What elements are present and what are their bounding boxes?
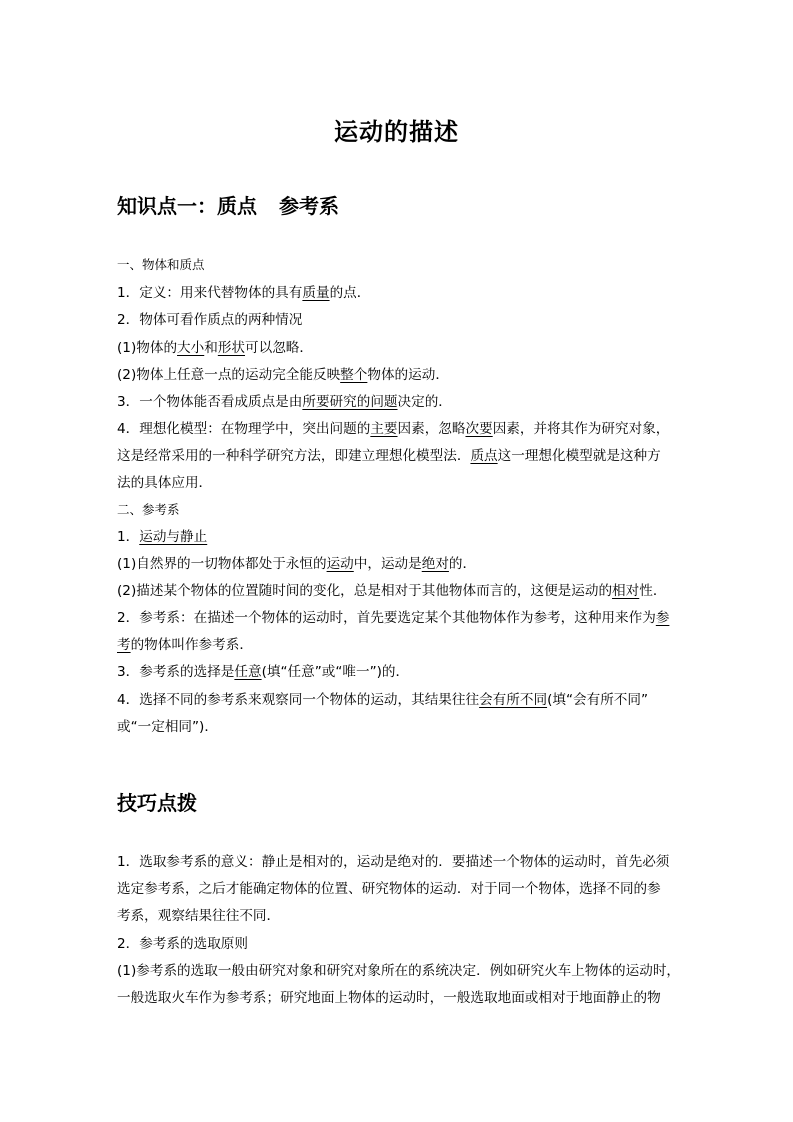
text-line: 一、物体和质点: [117, 257, 205, 272]
text-line: 法的具体应用．: [117, 475, 213, 491]
fill-answer: 所要研究的问题: [302, 394, 398, 410]
fill-answer: 会有所不同: [479, 692, 548, 708]
fill-answer: 整个: [340, 367, 368, 383]
text-line: 3．参考系的选择是任意(填“任意”或“唯一”)的．: [117, 664, 410, 680]
section-heading-knowledge-point-1: [117, 191, 339, 221]
text-line: 考系，观察结果往往不同．: [117, 908, 281, 924]
fill-answer: 运动与静止: [139, 529, 208, 545]
text-line: 2．参考系：在描述一个物体的运动时，首先要选定某个其他物体作为参考，这种用来作为参: [117, 610, 670, 626]
text-line: 1．选取参考系的意义：静止是相对的，运动是绝对的．要描述一个物体的运动时，首先必须: [117, 854, 670, 870]
heading-part-reference-frame: 参考系: [279, 194, 339, 218]
heading-part-mass-point: 知识点一：质点: [117, 194, 257, 218]
fill-answer: 大小: [177, 340, 205, 356]
text-line: 考的物体叫作参考系．: [117, 637, 253, 653]
fill-answer: 主要: [370, 421, 398, 437]
text-line: (1)自然界的一切物体都处于永恒的运动中，运动是绝对的．: [117, 556, 477, 572]
text-line: 4．理想化模型：在物理学中，突出问题的主要因素，忽略次要因素，并将其作为研究对象，: [117, 421, 670, 437]
fill-answer: 次要: [465, 421, 493, 437]
text-line: 2．参考系的选取原则: [117, 936, 248, 952]
text-line: (2)描述某个物体的位置随时间的变化，总是相对于其他物体而言的，这便是运动的相对性．: [117, 583, 667, 599]
text-line: 1．运动与静止: [117, 529, 208, 545]
fill-answer: 任意: [234, 664, 262, 680]
text-line: 2．物体可看作质点的两种情况: [117, 312, 303, 328]
text-line: (1)参考系的选取一般由研究对象和研究对象所在的系统决定．例如研究火车上物体的运动时，: [117, 963, 681, 979]
text-line: 选定参考系，之后才能确定物体的位置、研究物体的运动．对于同一个物体，选择不同的参: [117, 881, 661, 897]
text-line: 4．选择不同的参考系来观察同一个物体的运动，其结果往往会有所不同(填“会有所不同”: [117, 692, 649, 708]
text-line: 或“一定相同”)．: [117, 719, 218, 735]
text-line: 这是经常采用的一种科学研究方法，即建立理想化模型法．质点这一理想化模型就是这种方: [117, 448, 661, 464]
fill-answer: 绝对: [421, 556, 449, 572]
fill-answer: 相对: [612, 583, 640, 599]
text-line: 一般选取火车作为参考系；研究地面上物体的运动时，一般选取地面或相对于地面静止的物: [117, 990, 661, 1006]
fill-answer: 考: [117, 637, 131, 653]
fill-answer: 运动: [326, 556, 354, 572]
text-line: 1．定义：用来代替物体的具有质量的点．: [117, 285, 371, 301]
text-line: (2)物体上任意一点的运动完全能反映整个物体的运动．: [117, 367, 449, 383]
text-line: (1)物体的大小和形状可以忽略．: [117, 340, 313, 356]
fill-answer: 质量: [302, 285, 330, 301]
text-line: 3．一个物体能否看成质点是由所要研究的问题决定的．: [117, 394, 452, 410]
fill-answer: 参: [655, 610, 670, 626]
text-line: 二、参考系: [117, 502, 180, 517]
section-heading-tips: 技巧点拨: [117, 791, 197, 815]
fill-answer: 质点: [470, 448, 498, 464]
document-title: 运动的描述: [334, 118, 459, 146]
fill-answer: 形状: [217, 340, 246, 356]
